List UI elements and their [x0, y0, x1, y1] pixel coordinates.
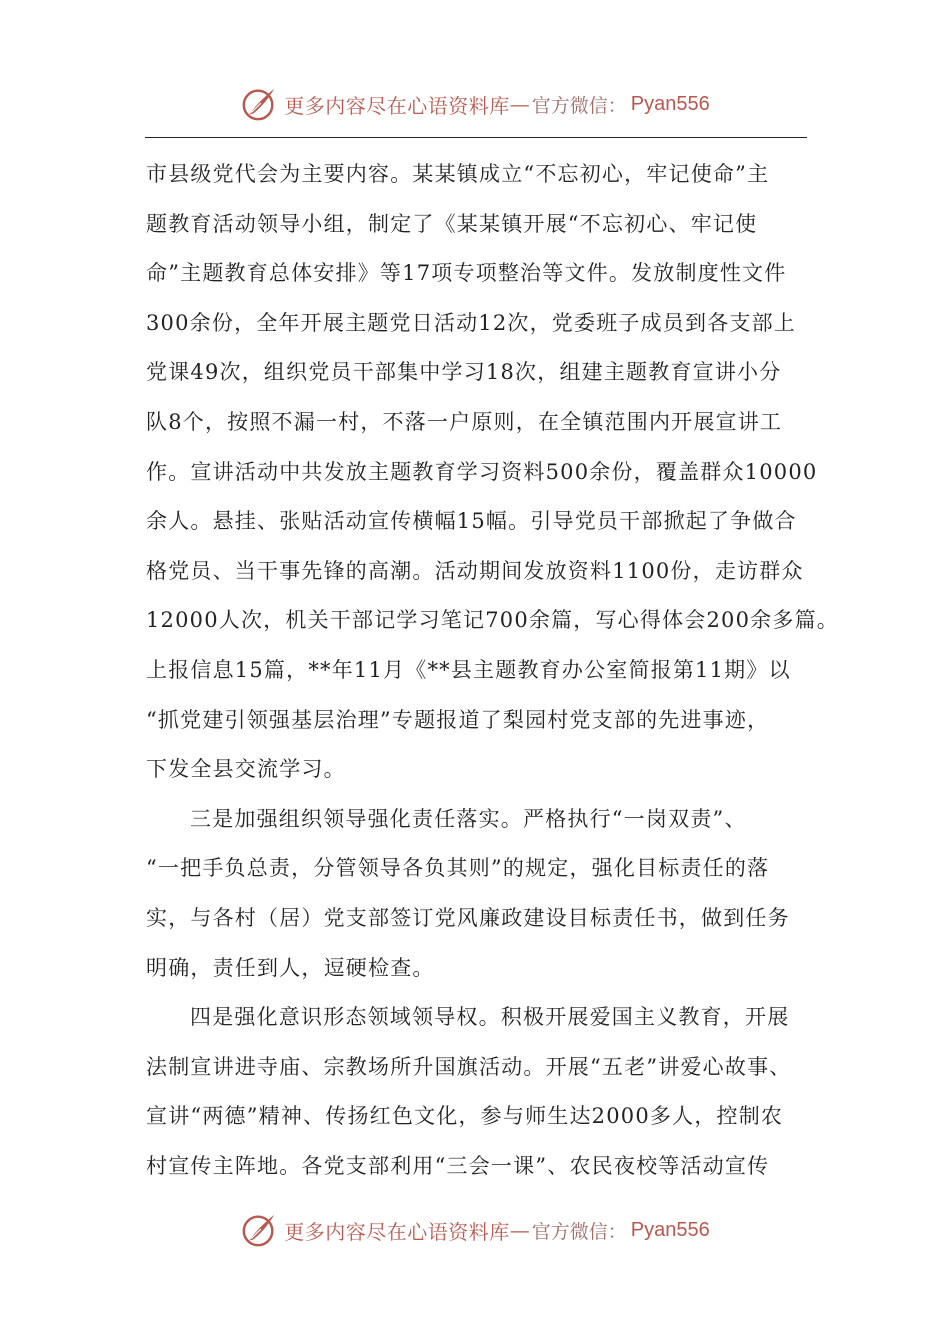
banner-title: 更多内容尽在心语资料库 — [284, 93, 510, 118]
paragraph — [146, 795, 816, 993]
footer-banner-dash: — — [509, 1218, 530, 1242]
footer-banner-wechat-id: Pyan556 — [630, 1218, 710, 1241]
text-line: 格党员、当干事先锋的高潮。活动期间发放资料1100份，走访群众 — [146, 558, 804, 583]
text-line: 宣讲“两德”精神、传扬红色文化，参与师生达2000多人，控制农 — [146, 1104, 784, 1129]
text-line: 市县级党代会为主要内容。某某镇成立“不忘初心，牢记使命”主 — [146, 162, 770, 186]
text-line: “一把手负总责，分管领导各负其则”的规定，强化目标责任的落 — [146, 856, 770, 881]
text-line: 村宣传主阵地。各党支部利用“三会一课”、农民夜校等活动宣传 — [146, 1153, 770, 1178]
banner-wechat-id: Pyan556 — [630, 92, 710, 115]
text-line: 300余份，全年开展主题党日活动12次，党委班子成员到各支部上 — [146, 310, 797, 335]
paragraph — [146, 993, 816, 1191]
text-line: 四是强化意识形态领域领导权。积极开展爱国主义教育，开展 — [190, 1005, 790, 1030]
text-line: 命”主题教育总体安排》等17项专项整治等文件。发放制度性文件 — [146, 261, 787, 286]
footer-banner — [0, 1208, 950, 1252]
text-line: 作。宣讲活动中共发放主题教育学习资料500余份，覆盖群众10000 — [146, 459, 818, 484]
text-line: 12000人次，机关干部记学习笔记700余篇，写心得体会200余多篇。 — [146, 608, 839, 633]
text-line: 队8个，按照不漏一村，不落一户原则，在全镇范围内开展宣讲工 — [146, 409, 783, 434]
text-line: 明确，责任到人，逗硬检查。 — [146, 955, 435, 980]
paragraph — [146, 150, 839, 795]
footer-banner-title: 更多内容尽在心语资料库 — [284, 1219, 510, 1244]
quill-pen-icon — [240, 1211, 278, 1249]
text-line: 实，与各村（居）党支部签订党风廉政建设目标责任书，做到任务 — [146, 905, 790, 930]
footer-banner-wechat-label: 官方微信： — [531, 1220, 627, 1243]
banner-wechat-label: 官方微信： — [531, 94, 627, 117]
header-banner — [0, 82, 950, 126]
text-line: 上报信息15篇，**年11月《**县主题教育办公室简报第11期》以 — [146, 657, 791, 682]
text-line: 下发全县交流学习。 — [146, 757, 346, 782]
text-line: 余人。悬挂、张贴活动宣传横幅15幅。引导党员干部掀起了争做合 — [146, 509, 797, 534]
document-body — [146, 150, 839, 1191]
quill-pen-icon — [240, 85, 278, 123]
text-line: 党课49次，组织党员干部集中学习18次，组建主题教育宣讲小分 — [146, 360, 782, 385]
header-divider — [145, 137, 807, 138]
text-line: 三是加强组织领导强化责任落实。严格执行“一岗双责”、 — [190, 806, 747, 831]
banner-dash: — — [509, 92, 530, 116]
text-line: 法制宣讲进寺庙、宗教场所升国旗活动。开展“五老”讲爱心故事、 — [146, 1054, 792, 1079]
text-line: “抓党建引领强基层治理”专题报道了梨园村党支部的先进事迹， — [146, 707, 770, 732]
text-line: 题教育活动领导小组，制定了《某某镇开展“不忘初心、牢记使 — [146, 211, 758, 236]
